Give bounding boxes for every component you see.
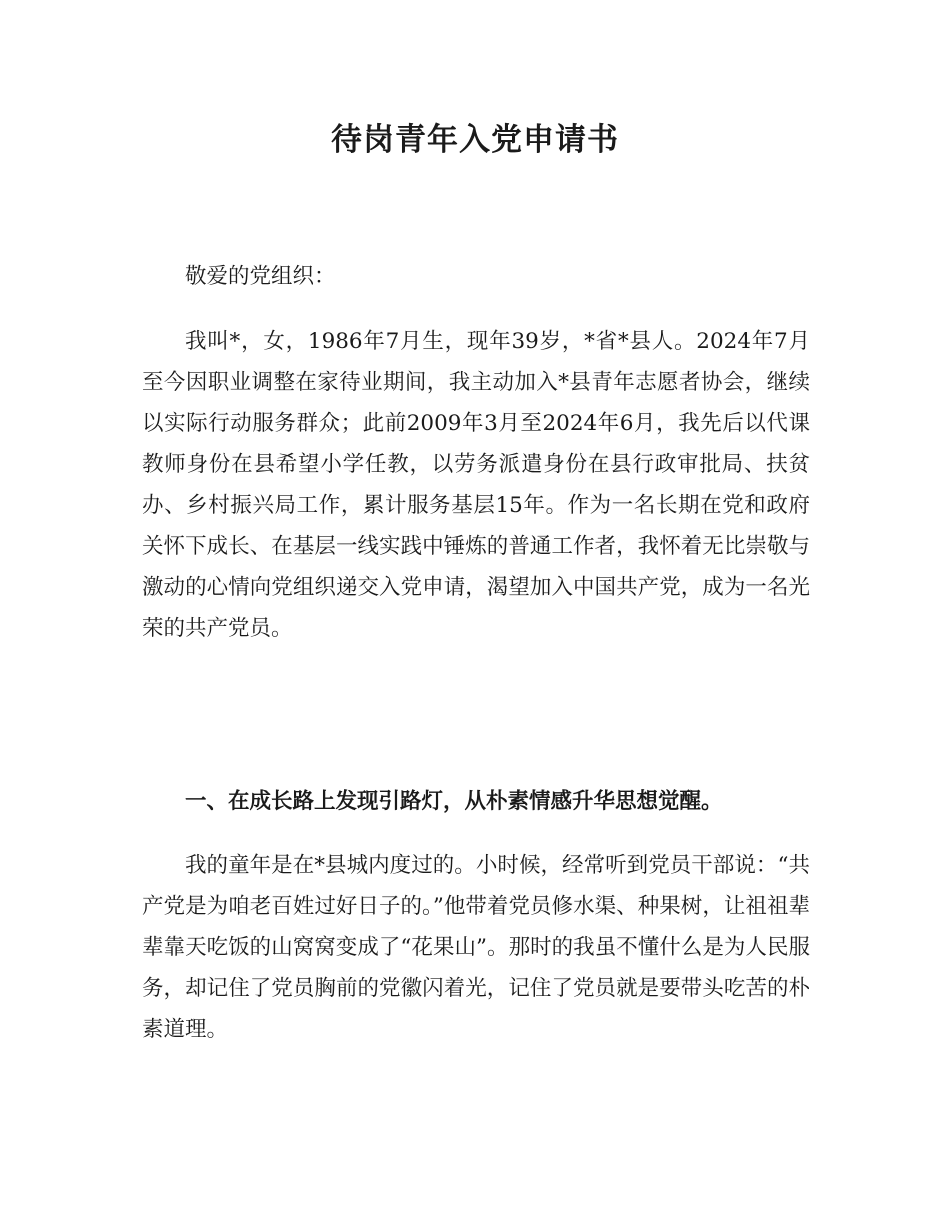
document-title: 待岗青年入党申请书 [331, 122, 619, 158]
section-heading-1: 一、在成长路上发现引路灯，从朴素情感升华思想觉醒。 [185, 789, 723, 814]
paragraph-introduction: 我叫*，女，1986年7月生，现年39岁，*省*县人。2024年7月至今因职业调整在家待业期间，我主动加入*县青年志愿者协会，继续以实际行动服务群众；此前2009年3月至2024年6月，我先后以代课教师身份在县希望小学任教，以劳务派遣身份在县行政审批局、扶贫办、乡村振兴局工作，累计服务基层15年。作为一名长期在党和政府关怀下成长、在基层一线实践中锤炼的普通工作者，我怀着无比崇敬与激动的心情向党组织递交入党申请，渴望加入中国共产党，成为一名光荣的共产党员。 [142, 329, 810, 641]
paragraph-childhood: 我的童年是在*县城内度过的。小时候，经常听到党员干部说：“共产党是为咱老百姓过好日子的。”他带着党员修水渠、种果树，让祖祖辈辈靠天吃饭的山窝窝变成了“花果山”。那时的我虽不懂什么是为人民服务，却记住了党员胸前的党徽闪着光，记住了党员就是要带头吃苦的朴素道理。 [142, 853, 810, 1042]
salutation: 敬爱的党组织： [185, 264, 336, 289]
